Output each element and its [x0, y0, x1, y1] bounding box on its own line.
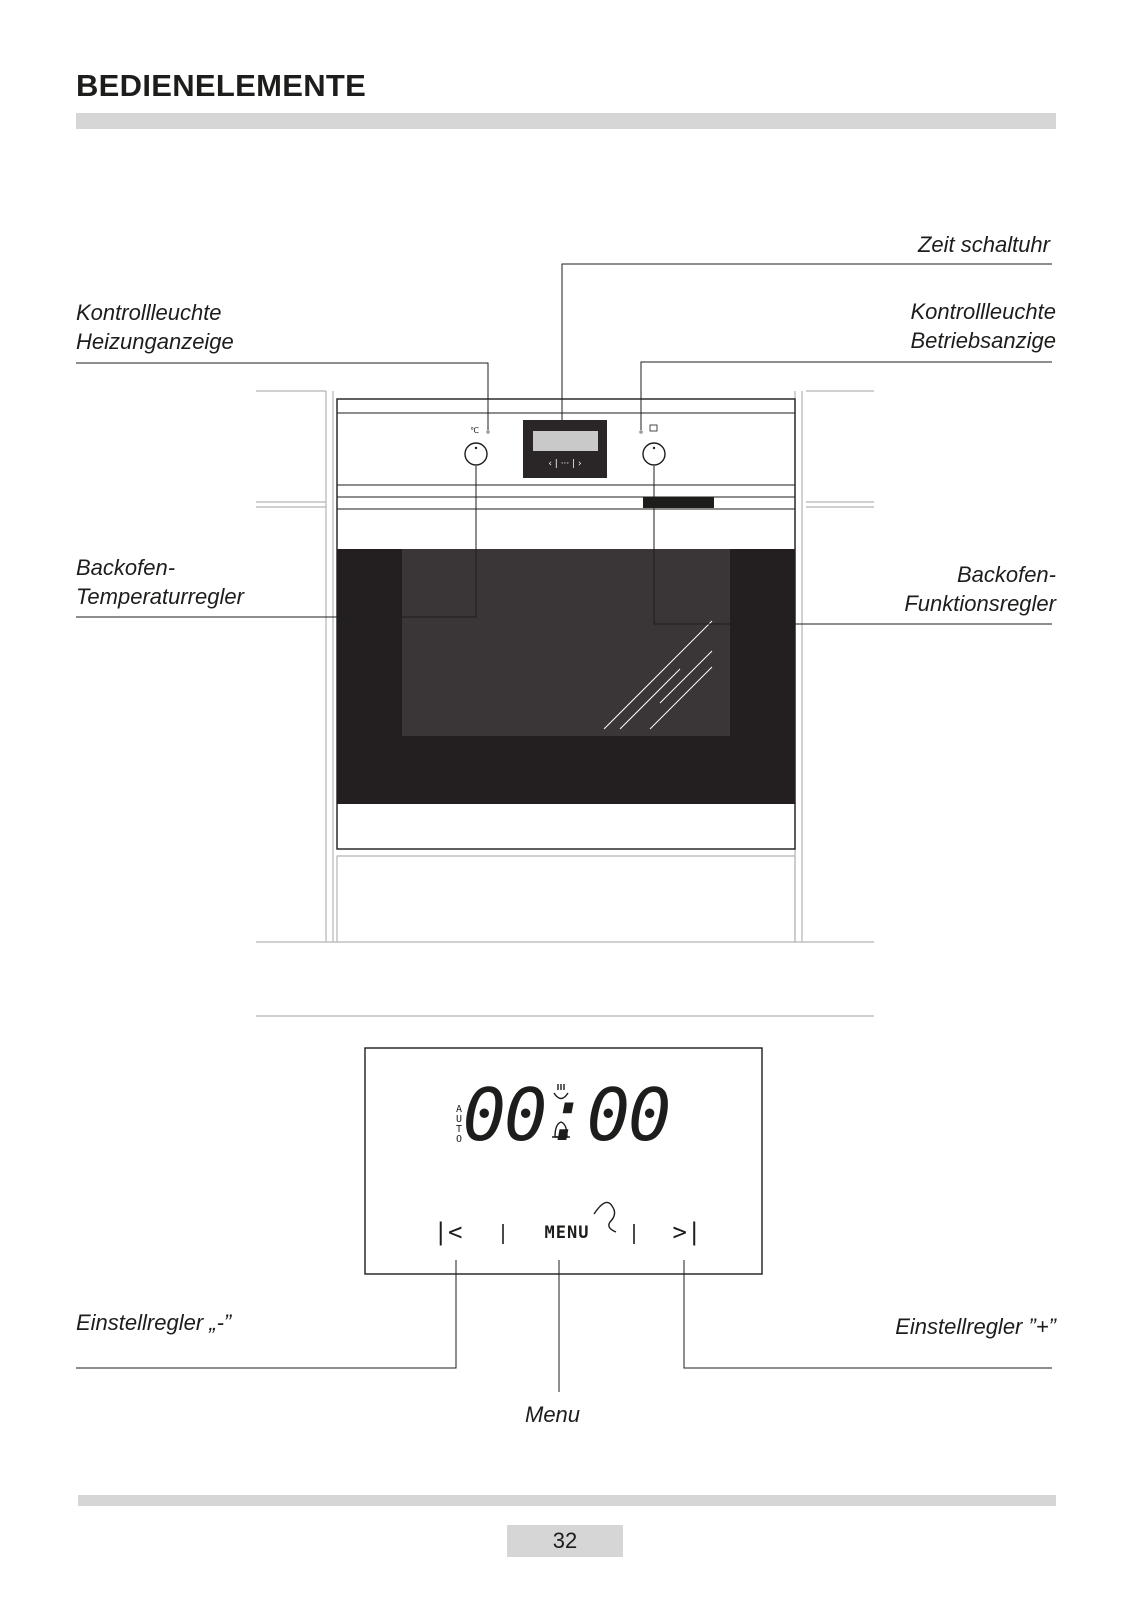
label-heat-light-line1: Kontrollleuchte [76, 300, 222, 325]
clock-time: 00:00 [462, 1073, 670, 1157]
auto-letter-a: A [455, 1104, 463, 1115]
label-menu: Menu [525, 1402, 581, 1427]
next-button[interactable]: >| [672, 1218, 702, 1246]
auto-letter-u: U [455, 1114, 463, 1125]
auto-letter-o: O [455, 1134, 463, 1145]
label-minus-regulator: Einstellregler „-” [76, 1310, 232, 1335]
svg-text:℃: ℃ [470, 426, 479, 435]
label-timer: Zeit schaltuhr [917, 232, 1050, 257]
footer-rule [78, 1495, 1056, 1506]
prev-button[interactable]: |< [433, 1218, 463, 1246]
page-title: BEDIENELEMENTE [76, 68, 367, 103]
label-operation-light-line1: Kontrollleuchte [910, 299, 1056, 324]
label-plus-regulator: Einstellregler ”+” [895, 1314, 1056, 1339]
auto-letter-t: T [455, 1124, 463, 1135]
menu-button[interactable]: MENU [544, 1223, 590, 1243]
label-function-regulator-line2: Funktionsregler [904, 591, 1056, 616]
svg-text:‹ | ··· | ›: ‹ | ··· | › [548, 459, 582, 469]
label-operation-light-line2: Betriebsanzige [910, 328, 1056, 353]
label-function-regulator-line1: Backofen- [956, 562, 1056, 587]
label-temp-regulator-line2: Temperaturregler [76, 584, 244, 609]
page-number: 32 [507, 1525, 623, 1557]
label-temp-regulator-line1: Backofen- [76, 555, 176, 580]
label-heat-light-line2: Heizunganzeige [76, 329, 234, 354]
